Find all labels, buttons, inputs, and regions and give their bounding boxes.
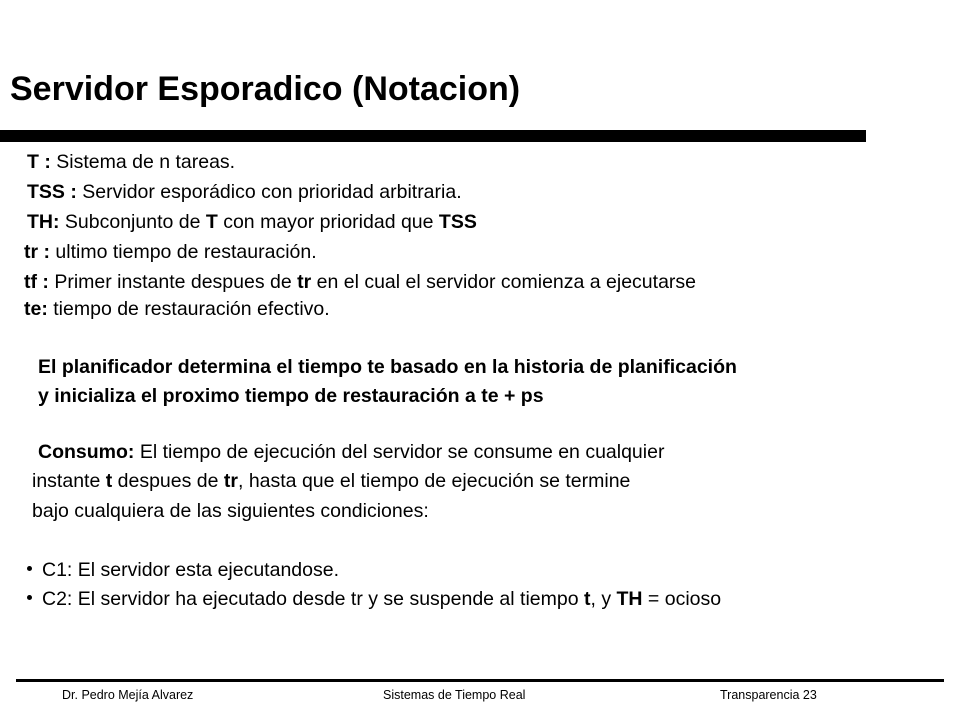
bold-word: t — [105, 470, 113, 492]
planner-line-2: y inicializa el proximo tiempo de restauración a te + ps — [38, 385, 544, 407]
bold-word: TSS — [438, 211, 477, 233]
bold-word: tr — [223, 470, 238, 492]
definition-tss — [27, 180, 462, 204]
footer-author: Dr. Pedro Mejía Alvarez — [62, 688, 194, 702]
definition-text: Servidor esporádico con prioridad arbitraria. — [76, 181, 462, 203]
consumo-text: El tiempo de ejecución del servidor se consume en cualquier — [134, 441, 665, 463]
consumo-text: instante — [32, 470, 106, 492]
term-tf: tf : — [24, 271, 49, 293]
definition-te — [24, 297, 330, 321]
term-tr: tr : — [24, 241, 50, 263]
definition-tf — [24, 270, 696, 294]
definition-text: Primer instante despues de — [48, 271, 298, 293]
condition-text: C1: El servidor esta ejecutandose. — [42, 559, 339, 581]
condition-text: , y — [590, 588, 617, 610]
definition-t — [27, 150, 235, 174]
consumo-line-3: bajo cualquiera de las siguientes condiciones: — [32, 500, 429, 522]
consumo-text: despues de — [112, 470, 224, 492]
bullet-icon — [27, 566, 32, 571]
consumo-term: Consumo: — [38, 441, 135, 463]
bold-word: t — [583, 588, 591, 610]
slide-title: Servidor Esporadico (Notacion) — [10, 70, 521, 108]
condition-c1 — [27, 558, 339, 582]
definition-text: Subconjunto de — [59, 211, 206, 233]
consumo-text: , hasta que el tiempo de ejecución se termine — [237, 470, 631, 492]
term-te: te: — [24, 298, 48, 320]
condition-text: = ocioso — [642, 588, 722, 610]
term-tss: TSS : — [27, 181, 77, 203]
title-underline — [0, 130, 866, 142]
definition-text: Sistema de n tareas. — [50, 151, 236, 173]
definition-text: con mayor prioridad que — [217, 211, 439, 233]
term-th: TH: — [27, 211, 60, 233]
consumo-line-1 — [38, 440, 664, 464]
definition-tr — [24, 240, 317, 264]
bold-word: TH — [616, 588, 643, 610]
planner-line-1: El planificador determina el tiempo te basado en la historia de planificación — [38, 356, 737, 378]
bullet-icon — [27, 595, 32, 600]
consumo-line-2 — [32, 469, 630, 493]
footer-slide-number: Transparencia 23 — [720, 688, 817, 702]
definition-text: tiempo de restauración efectivo. — [47, 298, 330, 320]
definition-text: en el cual el servidor comienza a ejecutarse — [311, 271, 697, 293]
definition-th — [27, 210, 477, 234]
term-t: T : — [27, 151, 51, 173]
definition-text: ultimo tiempo de restauración. — [50, 241, 317, 263]
condition-text: C2: El servidor ha ejecutado desde tr y se suspende al tiempo — [42, 588, 584, 610]
condition-c2 — [27, 587, 721, 611]
bold-word: tr — [297, 271, 312, 293]
bold-word: T — [205, 211, 218, 233]
footer-course: Sistemas de Tiempo Real — [383, 688, 526, 702]
footer-rule — [16, 679, 944, 682]
